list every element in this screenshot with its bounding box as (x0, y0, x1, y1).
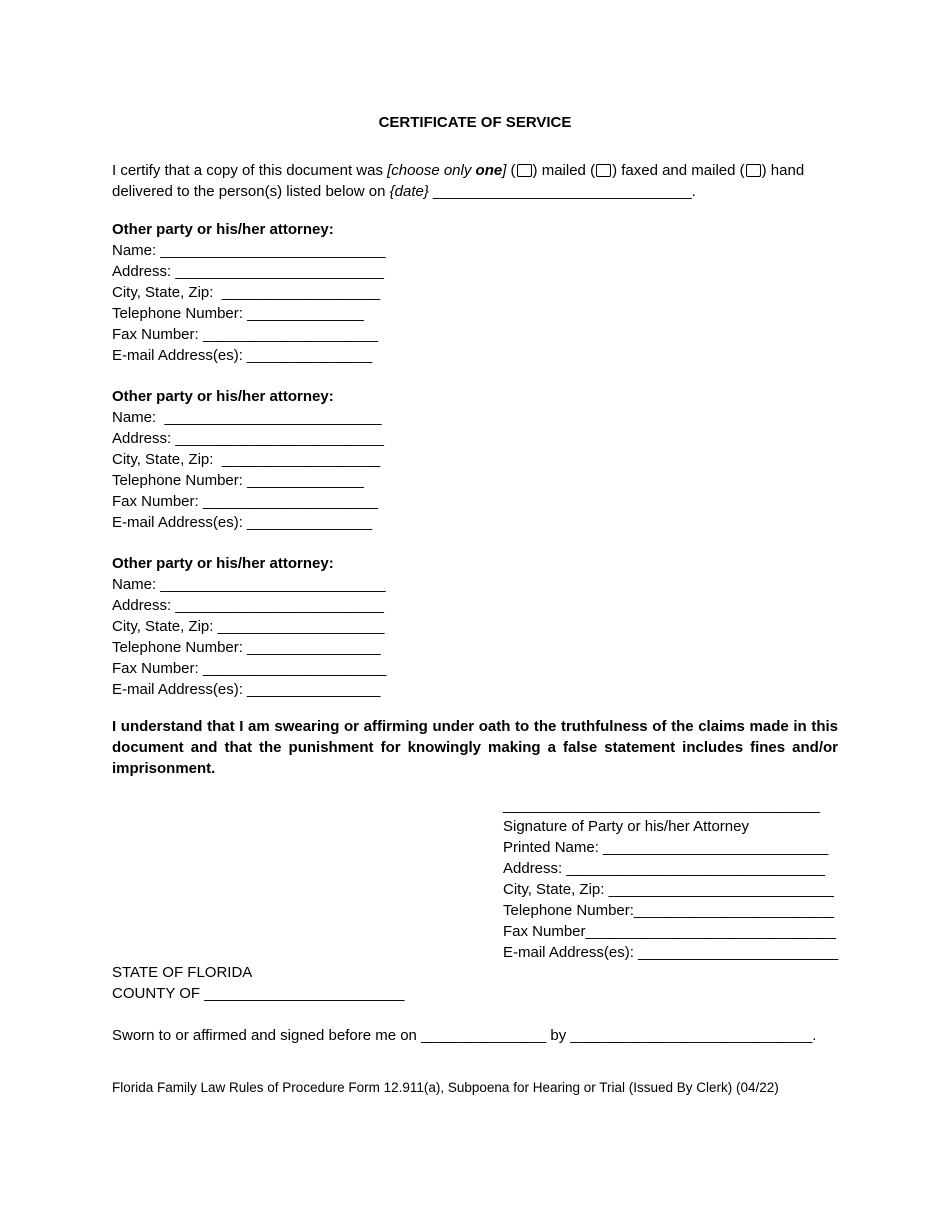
county-field[interactable]: COUNTY OF ________________________ (112, 985, 405, 1002)
party2-address-field[interactable]: Address: _________________________ (112, 430, 384, 447)
oath-statement: I understand that I am swearing or affirming under oath to the truthfulness of the claims made in this document and that the punishment for knowingly making a false statement includes fines and/or imprisonment. (112, 718, 838, 777)
party3-email-field[interactable]: E-mail Address(es): ________________ (112, 681, 381, 698)
party2-phone-field[interactable]: Telephone Number: ______________ (112, 472, 364, 489)
page-title: CERTIFICATE OF SERVICE (378, 114, 572, 131)
signer-phone-field[interactable]: Telephone Number:________________________ (503, 902, 835, 919)
party1-address-field[interactable]: Address: _________________________ (112, 263, 384, 280)
party2-name-field[interactable]: Name: __________________________ (112, 409, 382, 426)
certify-line-2: delivered to the person(s) listed below on {date} _______________________________. (112, 183, 696, 200)
signature-line[interactable]: ______________________________________ (503, 797, 821, 814)
signer-city-field[interactable]: City, State, Zip: ___________________________ (503, 881, 834, 898)
form-footer: Florida Family Law Rules of Procedure Form 12.911(a), Subpoena for Hearing or Trial (Issued By Clerk) (04/22) (112, 1080, 779, 1095)
party2-city-field[interactable]: City, State, Zip: ___________________ (112, 451, 381, 468)
faxed-mailed-checkbox[interactable] (596, 164, 611, 177)
party3-name-field[interactable]: Name: ___________________________ (112, 576, 386, 593)
party3-fax-field[interactable]: Fax Number: ______________________ (112, 660, 387, 677)
party3-heading: Other party or his/her attorney: (112, 555, 334, 572)
party3-city-field[interactable]: City, State, Zip: ____________________ (112, 618, 385, 635)
party1-city-field[interactable]: City, State, Zip: ___________________ (112, 284, 381, 301)
party2-fax-field[interactable]: Fax Number: _____________________ (112, 493, 379, 510)
party1-email-field[interactable]: E-mail Address(es): _______________ (112, 347, 373, 364)
signer-address-field[interactable]: Address: _______________________________ (503, 860, 825, 877)
certify-line-1: I certify that a copy of this document was [choose only one] ( ) mailed ( ) faxed and mailed ( ) hand (112, 162, 805, 179)
party1-heading: Other party or his/her attorney: (112, 221, 334, 238)
signer-fax-field[interactable]: Fax Number______________________________ (503, 923, 836, 940)
hand-delivered-checkbox[interactable] (746, 164, 761, 177)
party1-fax-field[interactable]: Fax Number: _____________________ (112, 326, 379, 343)
party2-email-field[interactable]: E-mail Address(es): _______________ (112, 514, 373, 531)
signer-printed-name-field[interactable]: Printed Name: ___________________________ (503, 839, 829, 856)
state-label: STATE OF FLORIDA (112, 964, 253, 981)
mailed-checkbox[interactable] (517, 164, 532, 177)
signer-email-field[interactable]: E-mail Address(es): ________________________ (503, 944, 839, 961)
signature-label: Signature of Party or his/her Attorney (503, 818, 749, 835)
party2-heading: Other party or his/her attorney: (112, 388, 334, 405)
party1-name-field[interactable]: Name: ___________________________ (112, 242, 386, 259)
party1-phone-field[interactable]: Telephone Number: ______________ (112, 305, 364, 322)
date-field[interactable]: _______________________________. (428, 183, 696, 200)
party3-address-field[interactable]: Address: _________________________ (112, 597, 384, 614)
party3-phone-field[interactable]: Telephone Number: ________________ (112, 639, 381, 656)
sworn-statement[interactable]: Sworn to or affirmed and signed before me on _______________ by _____________________________. (112, 1027, 817, 1044)
